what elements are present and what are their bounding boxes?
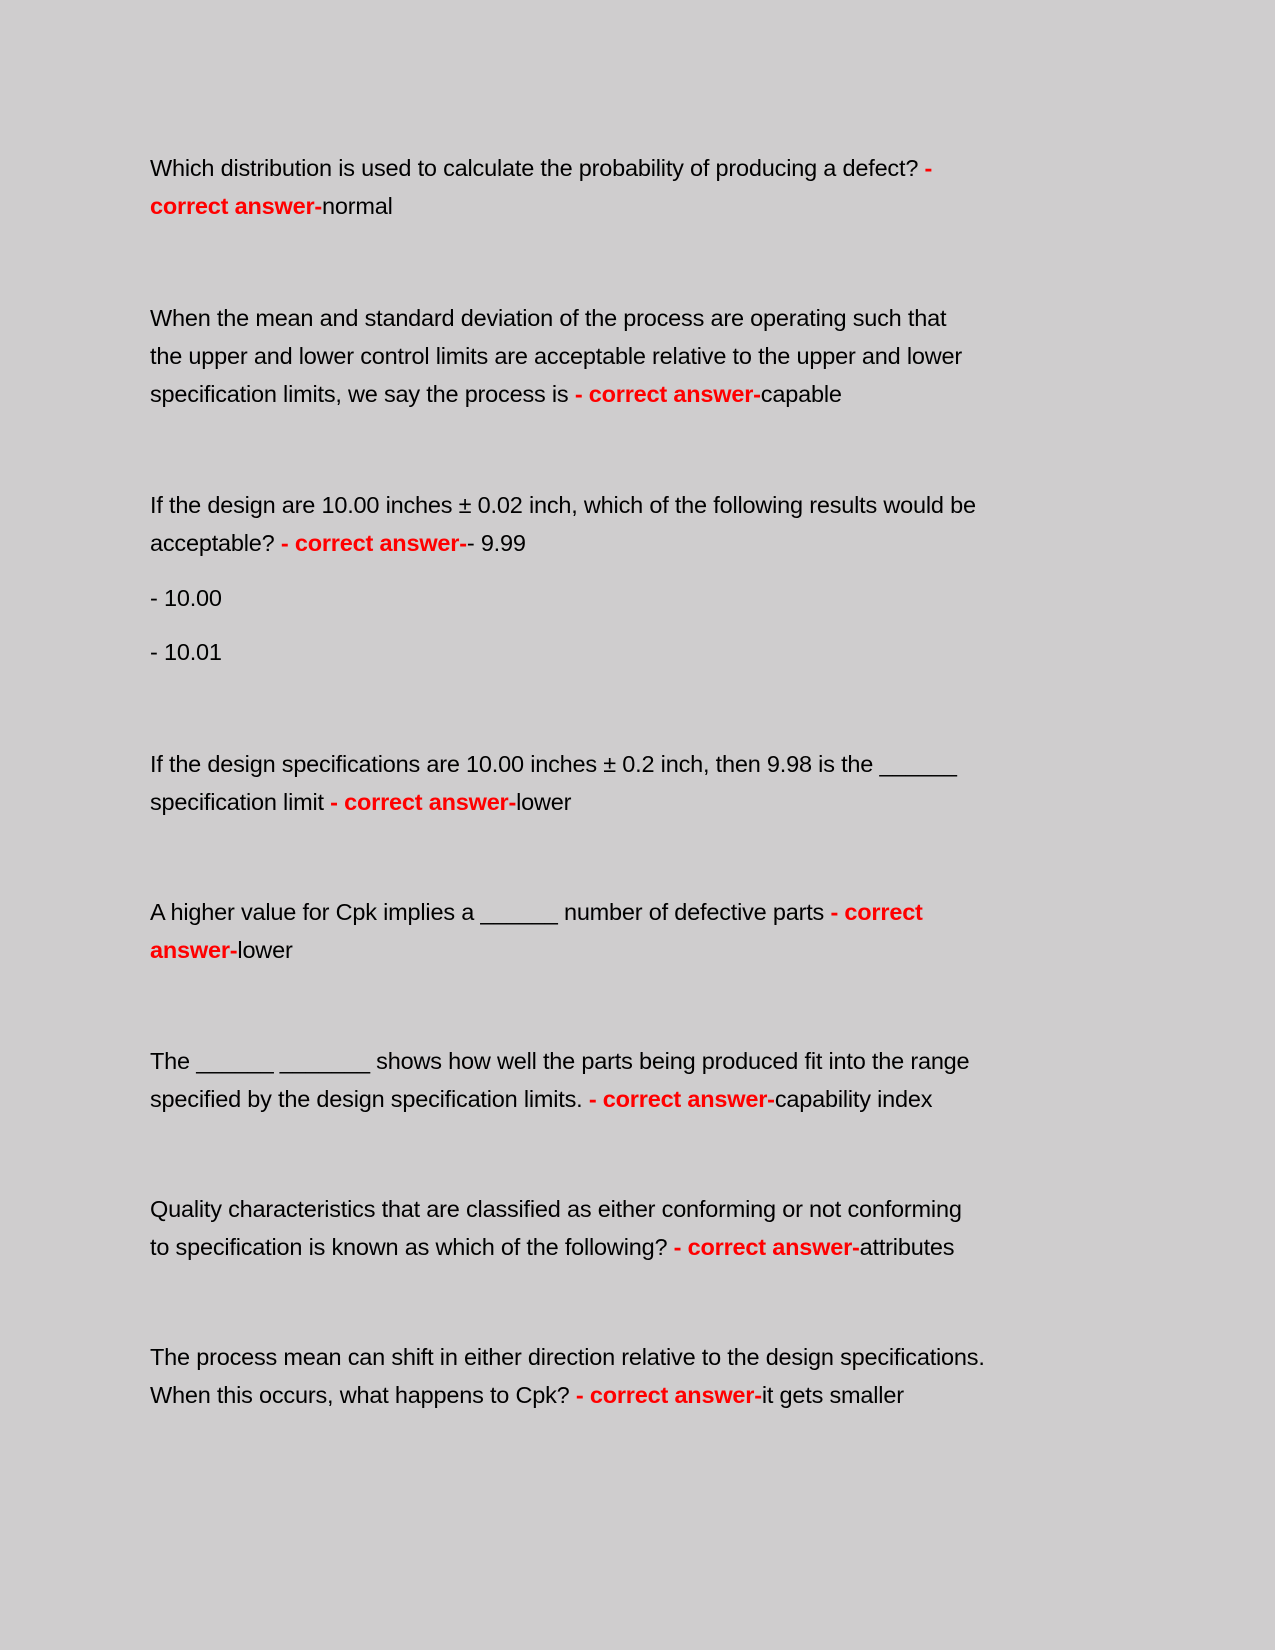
text-line <box>150 783 1150 821</box>
question-text: A higher value for Cpk implies a ______ number of defective parts <box>150 899 831 925</box>
text-line <box>150 375 1150 413</box>
correct-answer-label: - correct answer- <box>330 789 517 815</box>
answer-text: capability index <box>774 1086 933 1112</box>
text-line <box>150 633 1150 671</box>
question-text: The process mean can shift in either direction relative to the design specifications. <box>150 1344 985 1370</box>
answer-text: - 10.00 <box>150 585 222 611</box>
text-line <box>150 1042 1150 1080</box>
qa-item <box>150 633 1150 671</box>
text-line <box>150 579 1150 617</box>
correct-answer-label: - correct <box>830 899 923 925</box>
text-line <box>150 486 1150 524</box>
correct-answer-label: - correct answer- <box>280 530 467 556</box>
correct-answer-label: - correct answer- <box>575 1382 762 1408</box>
text-line <box>150 1080 1150 1118</box>
text-line <box>150 745 1150 783</box>
answer-text: lower <box>237 937 293 963</box>
qa-item <box>150 149 1150 225</box>
question-text: the upper and lower control limits are acceptable relative to the upper and lower <box>150 343 962 369</box>
question-text: specification limits, we say the process is <box>150 381 575 407</box>
qa-item <box>150 1338 1150 1414</box>
answer-text: it gets smaller <box>761 1382 904 1408</box>
question-text: Which distribution is used to calculate the probability of producing a defect? <box>150 155 925 181</box>
text-line <box>150 893 1150 931</box>
correct-answer-label: - correct answer- <box>574 381 761 407</box>
qa-item <box>150 745 1150 821</box>
text-line <box>150 187 1150 225</box>
answer-text: normal <box>322 193 393 219</box>
answer-text: capable <box>760 381 842 407</box>
question-text: If the design specifications are 10.00 inches ± 0.2 inch, then 9.98 is the ______ <box>150 751 957 777</box>
question-text: Quality characteristics that are classified as either conforming or not conforming <box>150 1196 962 1222</box>
correct-answer-label: - correct answer- <box>673 1234 860 1260</box>
qa-item <box>150 299 1150 413</box>
question-text: The ______ _______ shows how well the parts being produced fit into the range <box>150 1048 970 1074</box>
answer-text: lower <box>516 789 572 815</box>
answer-text: - 10.01 <box>150 639 222 665</box>
qa-item <box>150 1190 1150 1266</box>
qa-item <box>150 1042 1150 1118</box>
correct-answer-label: - <box>924 155 933 181</box>
correct-answer-label: answer- <box>150 937 238 963</box>
text-line <box>150 1338 1150 1376</box>
answer-text: - 9.99 <box>466 530 526 556</box>
text-line <box>150 524 1150 562</box>
question-text: acceptable? <box>150 530 281 556</box>
question-text: When this occurs, what happens to Cpk? <box>150 1382 576 1408</box>
qa-item <box>150 579 1150 617</box>
correct-answer-label: correct answer- <box>150 193 323 219</box>
text-line <box>150 149 1150 187</box>
question-text: specified by the design specification limits. <box>150 1086 589 1112</box>
text-line <box>150 299 1150 337</box>
text-line <box>150 1376 1150 1414</box>
text-line <box>150 1190 1150 1228</box>
question-text: specification limit <box>150 789 331 815</box>
qa-item <box>150 893 1150 969</box>
correct-answer-label: - correct answer- <box>588 1086 775 1112</box>
text-line <box>150 1228 1150 1266</box>
question-text: If the design are 10.00 inches ± 0.02 inch, which of the following results would be <box>150 492 976 518</box>
question-text: When the mean and standard deviation of the process are operating such that <box>150 305 947 331</box>
qa-item <box>150 486 1150 562</box>
text-line <box>150 931 1150 969</box>
question-text: to specification is known as which of the following? <box>150 1234 674 1260</box>
text-line <box>150 337 1150 375</box>
answer-text: attributes <box>859 1234 955 1260</box>
